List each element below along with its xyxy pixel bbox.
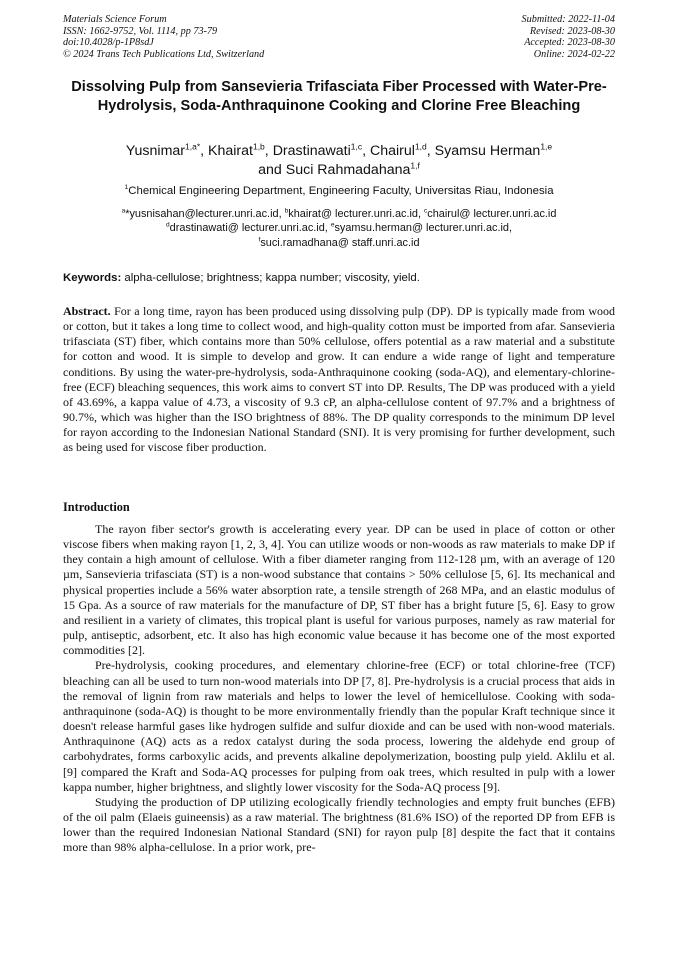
author-sup: 1,c [350,141,363,152]
email-sup: c [424,207,428,215]
email-link[interactable]: khairat@ lecturer.unri.ac.id [288,208,418,220]
author-sup: 1,e [540,141,553,152]
paper-title: Dissolving Pulp from Sansevieria Trifasciata Fiber Processed with Water-Pre-Hydrolysis, Soda-Anthraquinone Cooking and Clorine Free Bleaching [71,79,607,114]
revised-date: Revised: 2023-08-30 [529,25,615,37]
keywords-text: alpha-cellulose; brightness; kappa number; viscosity, yield. [124,272,420,284]
email-sup: d [166,221,170,229]
author-name: Yusnimar [125,143,185,159]
keywords [63,271,623,285]
introduction-heading: Introduction [63,500,130,514]
authors-and: and [258,162,282,178]
keywords-label: Keywords: [63,272,122,284]
abstract-text: For a long time, rayon has been produced using dissolving pulp (DP). DP is typically made from wood or cotton, but it takes a long time to collect wood, and high-quality cotton must be imported from afar. Sansevieria trifasciata (ST) fiber, which contains more than 50% cellulose, offers potential as a raw material and a substitute for cotton and wood. It is simple to develop and grow. It can endure a wide range of light and temperature conditions. By using the water-pre-hydrolysis, soda-Anthraquinone cooking (soda-AQ), and elementary-chlorine-free (ECF) bleaching sequences, this work aims to convert ST into DP. Results, The DP was produced with a yield of 43.69%, a kappa value of 4.73, a viscosity of 9.3 cP, an alpha-cellulose content of 97.7% and a brightness of 90.7%, which was higher than the ISO brightness of 88%. The DP quality corresponds to the minimum DP level for rayon according to the Indonesian National Standard (SNI). It is very promising for further development, such as being used for viscose fiber production. [63,304,616,455]
author-sup: 1,f [410,160,420,171]
email-sup: b [284,207,289,215]
email-link[interactable]: suci.ramadhana@ staff.unri.ac.id [260,236,420,249]
intro-paragraph: Studying the production of DP utilizing ecologically friendly technologies and empty fruit bunches (EFB) of the oil palm (Elaeis guineensis) as a raw material. The brightness (81.6% ISO) of the reported DP from EFB is lower than the required Indonesian National Standard (SNI) for rayon pulp [8] despite the fact that it contains more than 98% alpha-cellulose. In a prior work, pre- [63,794,615,855]
introduction-body [63,522,615,855]
author-sup: 1,d [414,141,427,152]
author-list: Yusnimar$^{1,a*}$, Khairat$^{1,b}$, Drastinawati$^{1,c}$, Chairul$^{1,d}$, Syamsu Herman$^{1,e}$ and Suci Rahmadahana$^{1,f}$ [125,141,553,178]
accepted-date: Accepted: 2023-08-30 [524,37,615,48]
email-link[interactable]: drastinawati@ lecturer.unri.ac.id [169,222,325,235]
author-sup: 1,b [252,141,265,152]
email-sup: a [121,207,126,215]
journal-header-right [522,14,615,60]
email-link[interactable]: syamsu.herman@ lecturer.unri.ac.id [334,222,509,235]
online-date: Online: 2024-02-22 [533,48,615,60]
intro-paragraph: Pre-hydrolysis, cooking procedures, and elementary chlorine-free (ECF) or total chlorine-free (TCF) bleaching can all be used to turn non-wood materials into DP [7, 8]. Pre-hydrolysis is a crucial process that aids in the removal of lignin from raw materials and helps to lower the level of hemicellulose. Cooking with soda-anthraquinone (soda-AQ) is thought to be more environmentally friendly than the popular Kraft technique since it doesn't release harmful gases like hydrogen sulfide and sulfur dioxide and can be used with non-wood materials. Anthraquinone (AQ) acts as a redox catalyst during the soda process, lowering the aldehyde end group of carbohydrates, forms carboxylic acids, and prevents alkaline depolymerization, boosting pulp yield. Aklilu et al. [9] compared the Kraft and Soda-AQ processes for pulping from oak trees, which resulted in pulp with a lower kappa number, higher brightness, and slightly lower viscosity for the Soda-AQ process [9]. [63,658,615,794]
author-name: Suci Rahmadahana [285,162,411,178]
doi: doi:10.4028/p-1P8sdJ [63,37,154,48]
abstract-label: Abstract. [63,304,111,318]
affiliation-text: Chemical Engineering Department, Engineering Faculty, Universitas Riau, Indonesia [128,185,554,197]
copyright: © 2024 Trans Tech Publications Ltd, Switzerland [63,48,265,60]
author-name: Syamsu Herman [434,143,541,159]
author-sup: 1,a* [185,141,201,152]
email-sup: f [258,235,261,243]
affiliation-sup: 1 [124,184,129,192]
issn-volume: ISSN: 1662-9752, Vol. 1114, pp 73-79 [63,25,218,37]
journal-header-left [63,14,264,60]
email-link[interactable]: chairul@ lecturer.unri.ac.id [427,208,557,220]
author-name: Chairul [369,143,415,159]
journal-name: Materials Science Forum [63,14,167,25]
abstract [63,304,615,456]
email-sup: e [330,221,335,229]
intro-paragraph: The rayon fiber sector's growth is accelerating every year. DP can be used in place of cotton or other viscose fibers when making rayon [1, 2, 3, 4]. You can utilize woods or non-woods as raw materials to make DP if they contain a high amount of cellulose. With a fiber diameter ranging from 112-128 µm, with an average of 120 µm, Sansevieria trifasciata (ST) is a non-wood substance that contains > 50% cellulose [5, 6]. Its mechanical and physical properties include a 56% water absorption rate, a tensile strength of 268 MPa, and an elastic modulus of 15 Gpa. As a source of raw materials for the manufacture of DP, ST fiber has a bright future [5, 6]. Easy to grow and resilient in a variety of climates, this tropical plant is useful for various purposes, namely as raw material for pulp, antiseptic, adsorbent, etc. It also has high economic value because it has become one of the most exported commodities [2]. [63,522,615,658]
email-list: $^a$*yusnisahan@lecturer.unri.ac.id, $^b$khairat@ lecturer.unri.ac.id, $^c$chairul@ lecturer.unri.ac.id $^d$drastinawati@ lecturer.unri.ac.id, $^e$syamsu.herman@ lecturer.unri.ac.id, $^f$suci.ramadhana@ staff.unri.ac.id [121,207,557,249]
author-name: Khairat [208,143,253,159]
submitted-date: Submitted: 2022-11-04 [521,14,615,25]
author-name: Drastinawati [272,143,351,159]
affiliation [50,184,628,198]
email-link[interactable]: *yusnisahan@lecturer.unri.ac.id [125,208,279,220]
